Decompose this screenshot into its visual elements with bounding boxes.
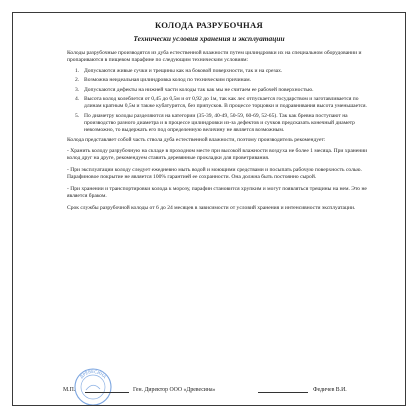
document-title: КОЛОДА РАЗРУБОЧНАЯ (154, 20, 264, 30)
signature-underline (258, 392, 308, 393)
recommendation-intro: Колода представляет собой часть ствола дуба естественной влажности, поэтому производитель рекомендует: (67, 137, 326, 144)
document-subtitle: Технически условия хранения и эксплуатации (133, 34, 285, 43)
recommendation-transport: - При хранении и транспортировки колода к морозу, парафин становится хрупким и могут появляться трещины на нем. Это не является браком. (67, 185, 367, 199)
list-item-number: 1. (75, 67, 80, 74)
service-life-paragraph: Срок службы разрубочной колоды от 6 до 24 месяцев в зависимости от условий хранения и интенсивности эксплуатации. (67, 204, 356, 211)
list-item-text: Возможна неидеальная цилиндровка колод по техническим причинам. (84, 77, 251, 84)
list-item-number: 5. (75, 112, 80, 119)
list-item (67, 77, 375, 84)
director-title: Ген. Директор ООО «Древесина» (133, 387, 216, 393)
list-item (67, 68, 375, 75)
list-item (67, 87, 375, 94)
list-item-text: Допускаются дефекты на нижней части колоды так как мы не считаем ее рабочей поверхностью. (84, 86, 314, 93)
conditions-list (67, 68, 375, 134)
list-item-number: 4. (75, 96, 80, 103)
list-item-text: Допускаются живые сучки и трещины как на боковой поверхности, так и на срезах. (84, 67, 283, 74)
document-body (67, 50, 375, 216)
recommendation-storage: - Хранить колоду разрубочную на складе в проходном месте при высокой влажности воздуха не более 1 месяца. При хранении колод друг на друге, рекомендуем ставить деревянные прокладки для проветривания. (67, 148, 368, 162)
intro-paragraph: Колоды разрубочные производятся из дуба естественной влажности путем цилиндровки их на специальном оборудовании и пропариваются в пищевом парафине по следующим техническим условиям: (67, 50, 362, 63)
signature-line (13, 387, 405, 399)
list-item (67, 96, 375, 110)
list-item (67, 113, 375, 134)
list-item-text: Высота колод колеблется от 0,45 до 0,5м и от 0,92 до 1м, так как лес отпускается государством и заготавливается по длинам кратным 0,5м и также кубатурится, без припусков. В процессе торцовки и подравнивания высота уменьшается. (84, 96, 367, 110)
recommendation-usage: - При эксплуатации колоду следует ежедневно мыть водой и моющими средствами и посыпать рабочую поверхность солью. Парафиновое покрытие не является 100% гарантией ее сохранности. Она должна быть постоянно сырой. (67, 167, 362, 181)
list-item-number: 3. (75, 86, 80, 93)
list-item-text: По диаметру колоды разделяются на категории (35-39, 40-49, 50-59, 60-69, 52-65). Так как бревна поступают на производство разного диаметра и в процессе цилиндровки из-за дефектов и сучков предсказать конечный диаметр невозможно, то выдержать его под определенную величину не является возможным. (84, 112, 355, 133)
document-page (12, 12, 406, 406)
stamp-place-label: М.П. (63, 387, 76, 393)
director-name: Федичев В.И. (313, 387, 347, 393)
list-item-number: 2. (75, 77, 80, 84)
signature-underline (85, 392, 129, 393)
svg-text:ДРЕВЕСИНА: ДРЕВЕСИНА (78, 368, 108, 380)
